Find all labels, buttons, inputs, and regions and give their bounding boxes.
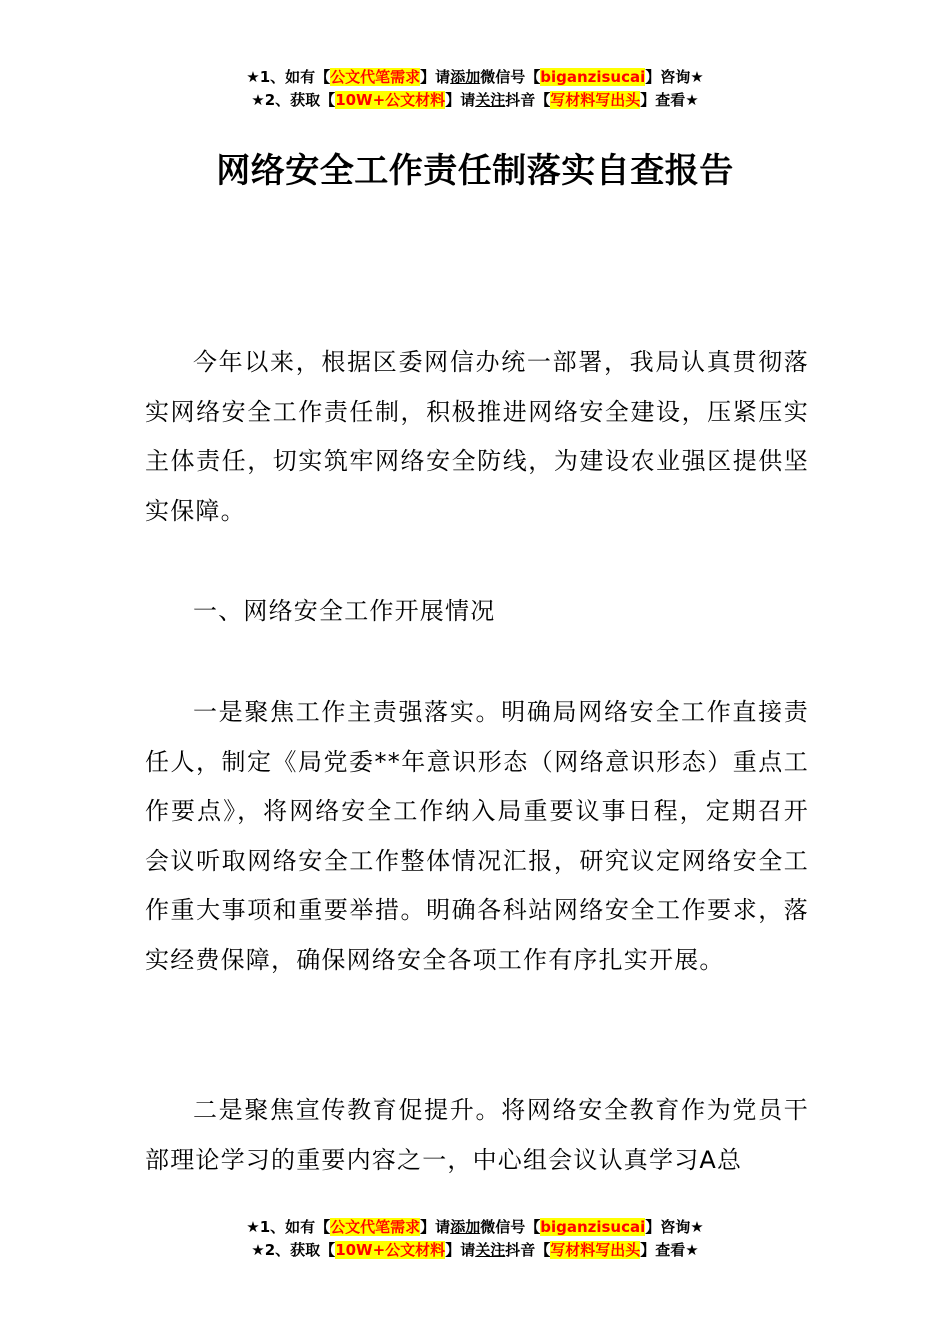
highlight-douyin: 写材料写出头 (550, 1241, 641, 1259)
header-line-1: ★1、如有【公文代笔需求】请添加微信号【biganzisucai】咨询★ (246, 68, 704, 86)
intro-paragraph: 今年以来，根据区委网信办统一部署，我局认真贯彻落实网络安全工作责任制，积极推进网络安全建设，压紧压实主体责任，切实筑牢网络安全防线，为建设农业强区提供坚实保障。 (145, 348, 809, 525)
highlight-douyin: 写材料写出头 (550, 91, 641, 109)
highlight-materials: 10W+公文材料 (335, 91, 446, 109)
header-line-2: ★2、获取【10W+公文材料】请关注抖音【写材料写出头】查看★ (251, 91, 699, 109)
highlight-materials: 10W+公文材料 (335, 1241, 446, 1259)
section-heading: 一、网络安全工作开展情况 (193, 597, 496, 625)
paragraph-1: 一是聚焦工作主责强落实。明确局网络安全工作直接责任人，制定《局党委**年意识形态（网络意识形态）重点工作要点》，将网络安全工作纳入局重要议事日程，定期召开会议听取网络安全工作整体情况汇报，研究议定网络安全工作重大事项和重要举措。明确各科站网络安全工作要求，落实经费保障，确保网络安全各项工作有序扎实开展。 (145, 698, 809, 974)
footer-line-1: ★1、如有【公文代笔需求】请添加微信号【biganzisucai】咨询★ (246, 1218, 704, 1236)
footer-line-2: ★2、获取【10W+公文材料】请关注抖音【写材料写出头】查看★ (251, 1241, 699, 1259)
highlight-wechat-id: biganzisucai (540, 68, 646, 86)
highlight-wechat-id: biganzisucai (540, 1218, 646, 1236)
highlight-service: 公文代笔需求 (330, 1218, 421, 1236)
header-banner (0, 66, 950, 112)
document-title: 网络安全工作责任制落实自查报告 (216, 151, 734, 191)
footer-banner (0, 1216, 950, 1262)
highlight-service: 公文代笔需求 (330, 68, 421, 86)
paragraph-2: 二是聚焦宣传教育促提升。将网络安全教育作为党员干部理论学习的重要内容之一，中心组会议认真学习A总 (145, 1096, 809, 1174)
